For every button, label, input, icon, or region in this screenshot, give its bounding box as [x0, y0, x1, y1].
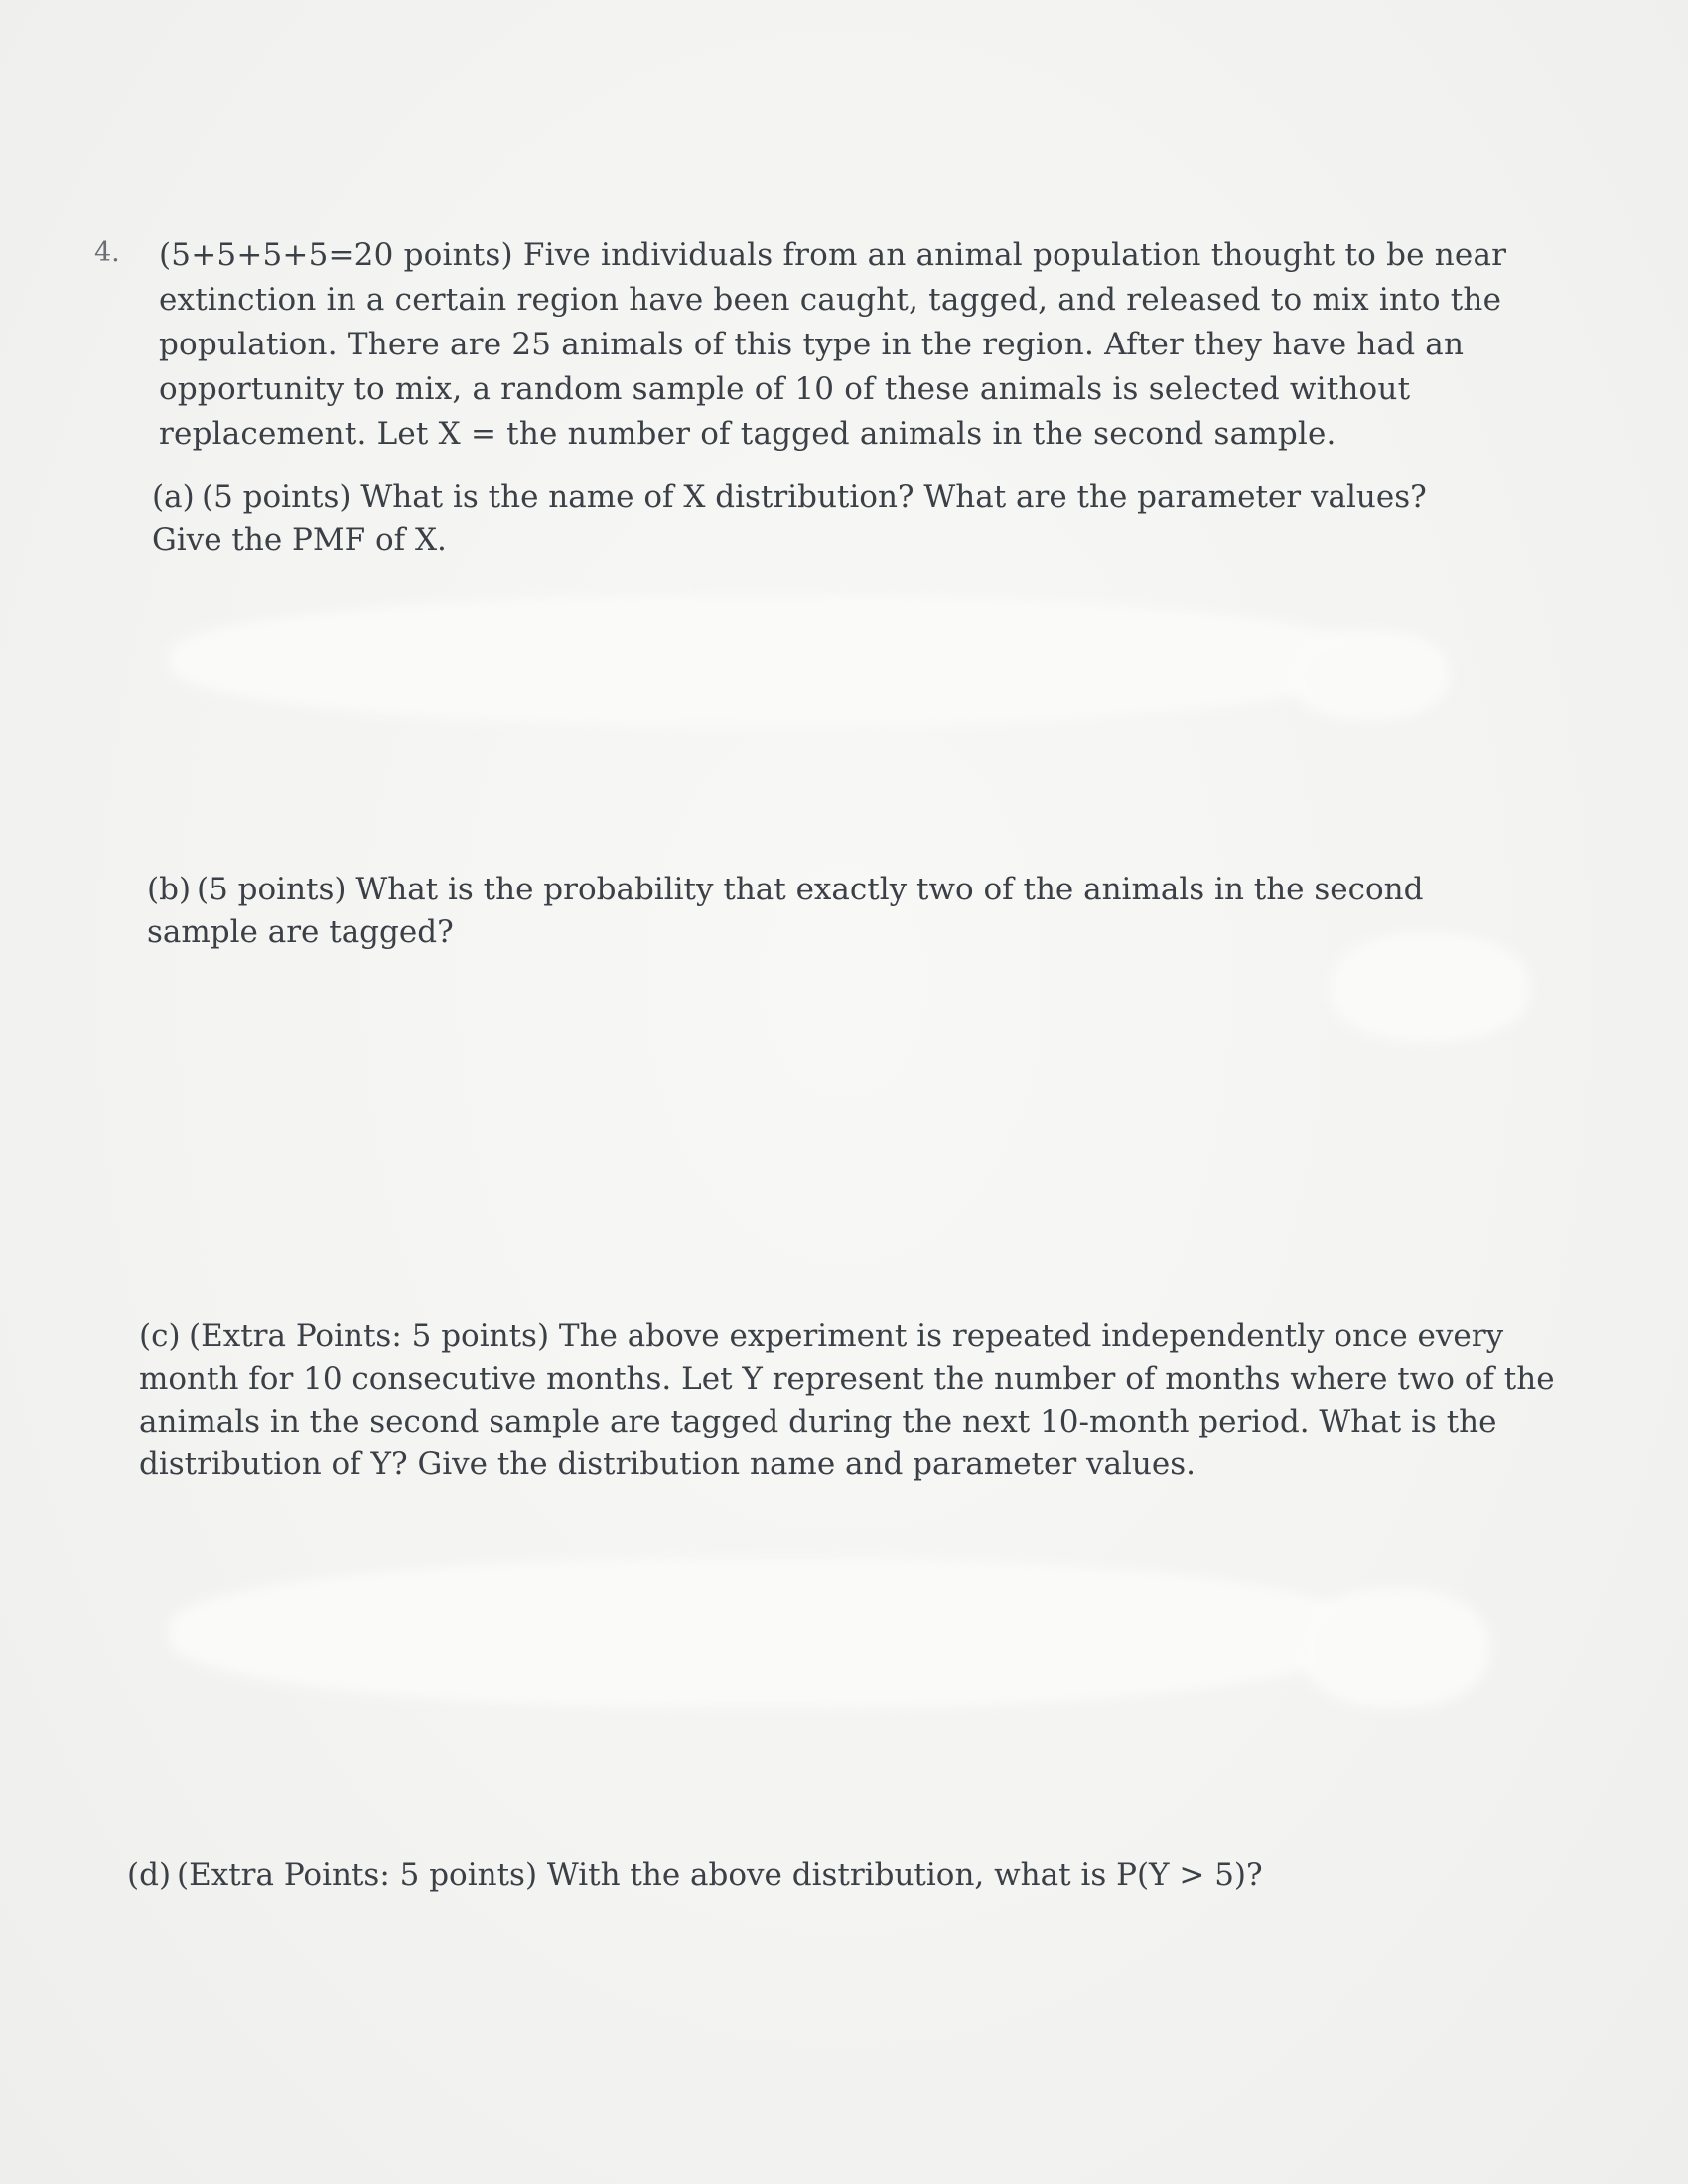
- question-number: 4.: [94, 237, 120, 268]
- part-a-text: (5 points) What is the name of X distribution? What are the parameter values? Give the PMF of X.: [152, 479, 1427, 558]
- erased-answer-area-a-right: [1291, 630, 1450, 720]
- part-a-label: (a): [152, 479, 195, 515]
- erased-answer-area-c-right: [1301, 1588, 1489, 1707]
- part-c: [139, 1315, 1569, 1486]
- question-stem: (5+5+5+5=20 points) Five individuals from an animal population thought to be near extinction in a certain region have been caught, tagged, and released to mix into the population. There are 25 animals of this type in the region. After they have had an opportunity to mix, a random sample of 10 of these animals is selected without replacement. Let X = the number of tagged animals in the second sample.: [159, 237, 1507, 452]
- part-d-label: (d): [127, 1857, 172, 1893]
- part-d-text: (Extra Points: 5 points) With the above distribution, what is P(Y > 5)?: [177, 1857, 1263, 1893]
- erased-answer-area-a: [169, 596, 1360, 725]
- part-d: [127, 1854, 1418, 1897]
- part-b: [147, 869, 1438, 954]
- part-a: [152, 477, 1443, 562]
- erased-answer-area-c: [169, 1559, 1360, 1707]
- part-b-label: (b): [147, 872, 192, 907]
- part-c-label: (c): [139, 1318, 181, 1354]
- part-c-text: (Extra Points: 5 points) The above experiment is repeated independently once every month for 10 consecutive months. Let Y represent the number of months where two of the animals in the second sample are tagged during the next 10-month period. What is the distribution of Y? Give the distribution name and parameter values.: [139, 1318, 1555, 1482]
- part-b-text: (5 points) What is the probability that exactly two of the animals in the second sample are tagged?: [147, 872, 1424, 950]
